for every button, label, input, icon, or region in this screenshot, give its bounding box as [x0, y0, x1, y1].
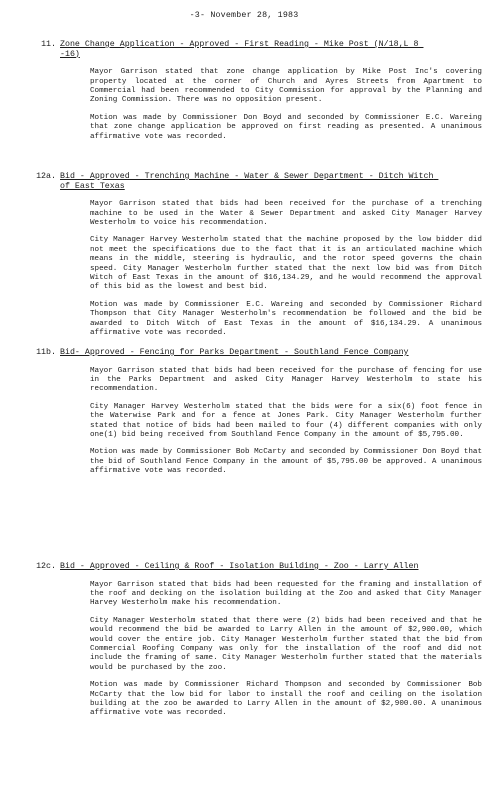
item-number: 12a.: [36, 172, 56, 181]
item-paragraph: Motion was made by Commissioner E.C. Wareing and seconded by Commissioner Richard Thompson that City Manager Westerholm's recommendation be followed and the bid be awarded to Ditch Witch of East Texas in the amount of $16,134.29. A unanimous affirmative vote was recorded.: [90, 300, 487, 338]
item-paragraph: City Manager Harvey Westerholm stated that the bids were for a six(6) foot fence in the Waterwise Park and for a fence at Jones Park. City Manager Westerholm further stated that notice of bids had been mailed to four (4) different companies with only one(1) bid being received from Southland Fence Company in the amount of $5,795.00.: [90, 402, 487, 440]
agenda-item: [41, 40, 488, 150]
item-paragraph: Mayor Garrison stated that bids had been received for the purchase of fencing for use in the Parks Department and asked City Manager Harvey Westerholm to state his recommendation.: [90, 366, 487, 394]
item-number: 11.: [41, 40, 56, 49]
item-paragraph: Motion was made by Commissioner Bob McCarty and seconded by Commissioner Don Boyd that the bid of Southland Fence Company in the amount of $5,795.00 be approved. A unanimous affirmative vote was recorded.: [90, 448, 487, 476]
item-number: 11b.: [36, 348, 56, 357]
agenda-item: [36, 562, 488, 727]
item-number: 12c.: [36, 562, 56, 571]
item-paragraph: City Manager Westerholm stated that there were (2) bids had been received and that he would recommend the bid be awarded to Larry Allen in the amount of $2,900.00, which would cover the entire job. City Manager Westerholm further stated that the bid from Commercial Roofing Company was only for the installation of the roof and did not include the framing of same. City Manager Westerholm further stated that the materials would be purchased by the zoo.: [90, 616, 487, 672]
item-title: Zone Change Application - Approved - First Reading - Mike Post (N/18,L 8 -16): [60, 40, 424, 59]
item-title: Bid - Approved - Trenching Machine - Water & Sewer Department - Ditch Witch of East Texas: [60, 172, 439, 191]
item-title: Bid - Approved - Ceiling & Roof - Isolation Building - Zoo - Larry Allen: [60, 562, 419, 571]
item-paragraph: Motion was made by Commissioner Don Boyd and seconded by Commissioner E.C. Wareing that zone change application be approved on first reading as presented. A unanimous affirmative vote was recorded.: [90, 113, 487, 141]
item-paragraph: City Manager Harvey Westerholm stated that the machine proposed by the low bidder did not meet the specifications due to the fact that it is an articulated machine which means in the middle, steering is hydraulic, and the rotor speed governs the chain speed. City Manager Westerholm further stated that the next low bid was from Ditch Witch of East Texas in the amount of $16,134.29, and he would recommend the approval of this bid as the lowest and best bid.: [90, 236, 487, 292]
item-title: Bid- Approved - Fencing for Parks Department - Southland Fence Company: [60, 348, 409, 357]
agenda-item: [36, 172, 488, 346]
item-paragraph: Mayor Garrison stated that bids had been received for the purchase of a trenching machine to be used in the Water & Sewer Department and asked City Manager Harvey Westerholm to voice his recommendation.: [90, 200, 487, 227]
item-paragraph: Mayor Garrison stated that zone change application by Mike Post Inc's covering property located at the corner of Church and Ayres Streets from Apartment to Commercial had been recommended to City Commission for approval by the Planning and Zoning Commission. There was no opposition present.: [90, 68, 487, 105]
item-paragraph: Mayor Garrison stated that bids had been requested for the framing and installation of the roof and decking on the isolation building at the Zoo and asked that City Manager Harvey Westerholm make his recommendation.: [90, 580, 487, 608]
page-header: -3- November 28, 1983: [189, 11, 299, 20]
item-paragraph: Motion was made by Commissioner Richard Thompson and seconded by Commissioner Bob McCarty that the low bid for labor to install the roof and ceiling on the isolation building at the zoo be awarded to Larry Allen in the amount of $2,900.00. A unanimous affirmative vote was recorded.: [90, 681, 487, 718]
agenda-item: [36, 348, 488, 485]
